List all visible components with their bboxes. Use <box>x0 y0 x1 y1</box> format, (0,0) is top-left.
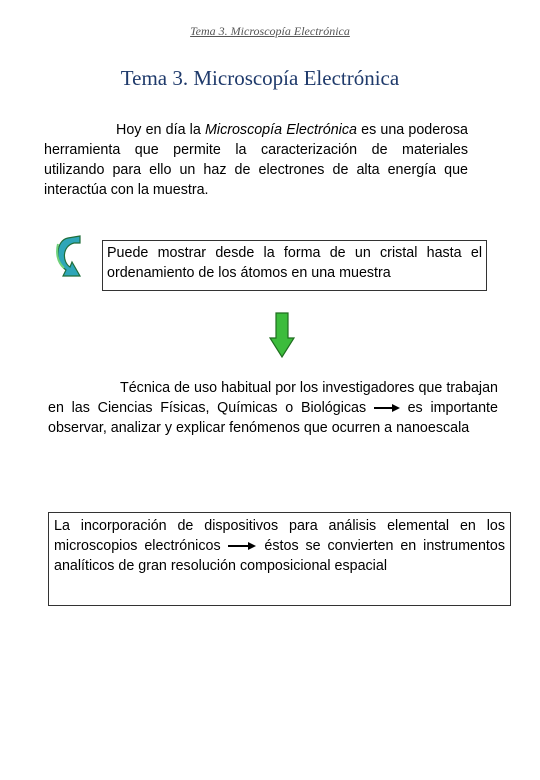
technique-paragraph <box>48 378 498 438</box>
info-box-2-text-start: La incorporación de dispositivos para análisis elemental en los microscopios electrónicos <box>54 518 505 554</box>
curved-arrow-icon <box>50 232 90 282</box>
running-header: Tema 3. Microscopía Electrónica <box>190 24 350 38</box>
right-arrow-icon <box>228 541 258 551</box>
info-box-1 <box>102 240 487 291</box>
intro-paragraph <box>44 120 468 200</box>
info-box-1-text: Puede mostrar desde la forma de un cristal hasta el ordenamiento de los átomos en una muestra <box>107 245 482 281</box>
intro-text-italic: Microscopía Electrónica <box>204 122 357 138</box>
info-box-2 <box>48 512 511 606</box>
down-arrow-icon <box>269 312 295 358</box>
info-box-2-text-end: éstos se convierten en instrumentos analíticos de gran resolución composicional espacial <box>54 538 505 574</box>
right-arrow-icon <box>374 403 400 413</box>
page-title: Tema 3. Microscopía Electrónica <box>120 66 400 90</box>
intro-text-start: Hoy en día la <box>116 122 205 138</box>
technique-text-start: Técnica de uso habitual por los investigadores que trabajan en las Ciencias Físicas, Químicas o Biológicas <box>48 380 498 416</box>
intro-text-end: es una poderosa herramienta que permite la caracterización de materiales utilizando para ello un haz de electrones de alta energía que interactúa con la muestra. <box>44 122 469 198</box>
technique-text-end: es importante observar, analizar y explicar fenómenos que ocurren a nanoescala <box>48 400 498 436</box>
